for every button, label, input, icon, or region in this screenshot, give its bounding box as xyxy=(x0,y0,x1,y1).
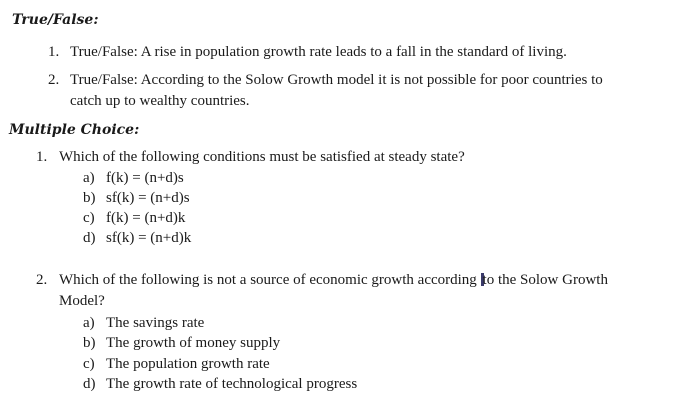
mc-q2-option-c-letter: c) xyxy=(83,356,95,372)
mc-q2-option-a-letter: a) xyxy=(83,315,95,331)
mc-question-2-text-line-2: Model? xyxy=(59,293,105,309)
mc-q1-option-a-text: f(k) = (n+d)s xyxy=(106,170,184,186)
mc-q2-option-b-text: The growth of money supply xyxy=(106,335,281,351)
mc-question-2-text-line-1 xyxy=(59,272,608,289)
mc-question-2-text-part-1: Which of the following is not a source of economic growth according xyxy=(59,272,481,288)
tf-item-1-text: True/False: A rise in population growth rate leads to a fall in the standard of living. xyxy=(70,44,567,60)
mc-q1-option-c-text: f(k) = (n+d)k xyxy=(106,210,186,226)
mc-q1-option-b-letter: b) xyxy=(83,190,96,206)
mc-question-1-number: 1. xyxy=(36,149,48,165)
mc-q2-option-c-text: The population growth rate xyxy=(106,356,270,372)
mc-q1-option-b-text: sf(k) = (n+d)s xyxy=(106,190,190,206)
tf-item-2-number: 2. xyxy=(48,72,60,88)
mc-q2-option-b-letter: b) xyxy=(83,335,96,351)
mc-question-2-number: 2. xyxy=(36,272,48,288)
mc-q2-option-d-text: The growth rate of technological progress xyxy=(106,376,358,392)
mc-question-2-text-part-2: to the Solow Growth xyxy=(482,272,608,288)
mc-q1-option-c-letter: c) xyxy=(83,210,95,226)
mc-question-1-text: Which of the following conditions must be satisfied at steady state? xyxy=(59,149,465,165)
mc-q1-option-a-letter: a) xyxy=(83,170,95,186)
tf-item-2-text-line-1: True/False: According to the Solow Growth model it is not possible for poor countries to xyxy=(70,72,603,88)
mc-q1-option-d-text: sf(k) = (n+d)k xyxy=(106,230,192,246)
multiple-choice-heading: Multiple Choice: xyxy=(9,122,140,138)
true-false-heading: True/False: xyxy=(12,12,99,28)
mc-q1-option-d-letter: d) xyxy=(83,230,96,246)
tf-item-2-text-line-2: catch up to wealthy countries. xyxy=(70,93,250,109)
mc-q2-option-d-letter: d) xyxy=(83,376,96,392)
tf-item-1-number: 1. xyxy=(48,44,60,60)
mc-q2-option-a-text: The savings rate xyxy=(106,315,205,331)
